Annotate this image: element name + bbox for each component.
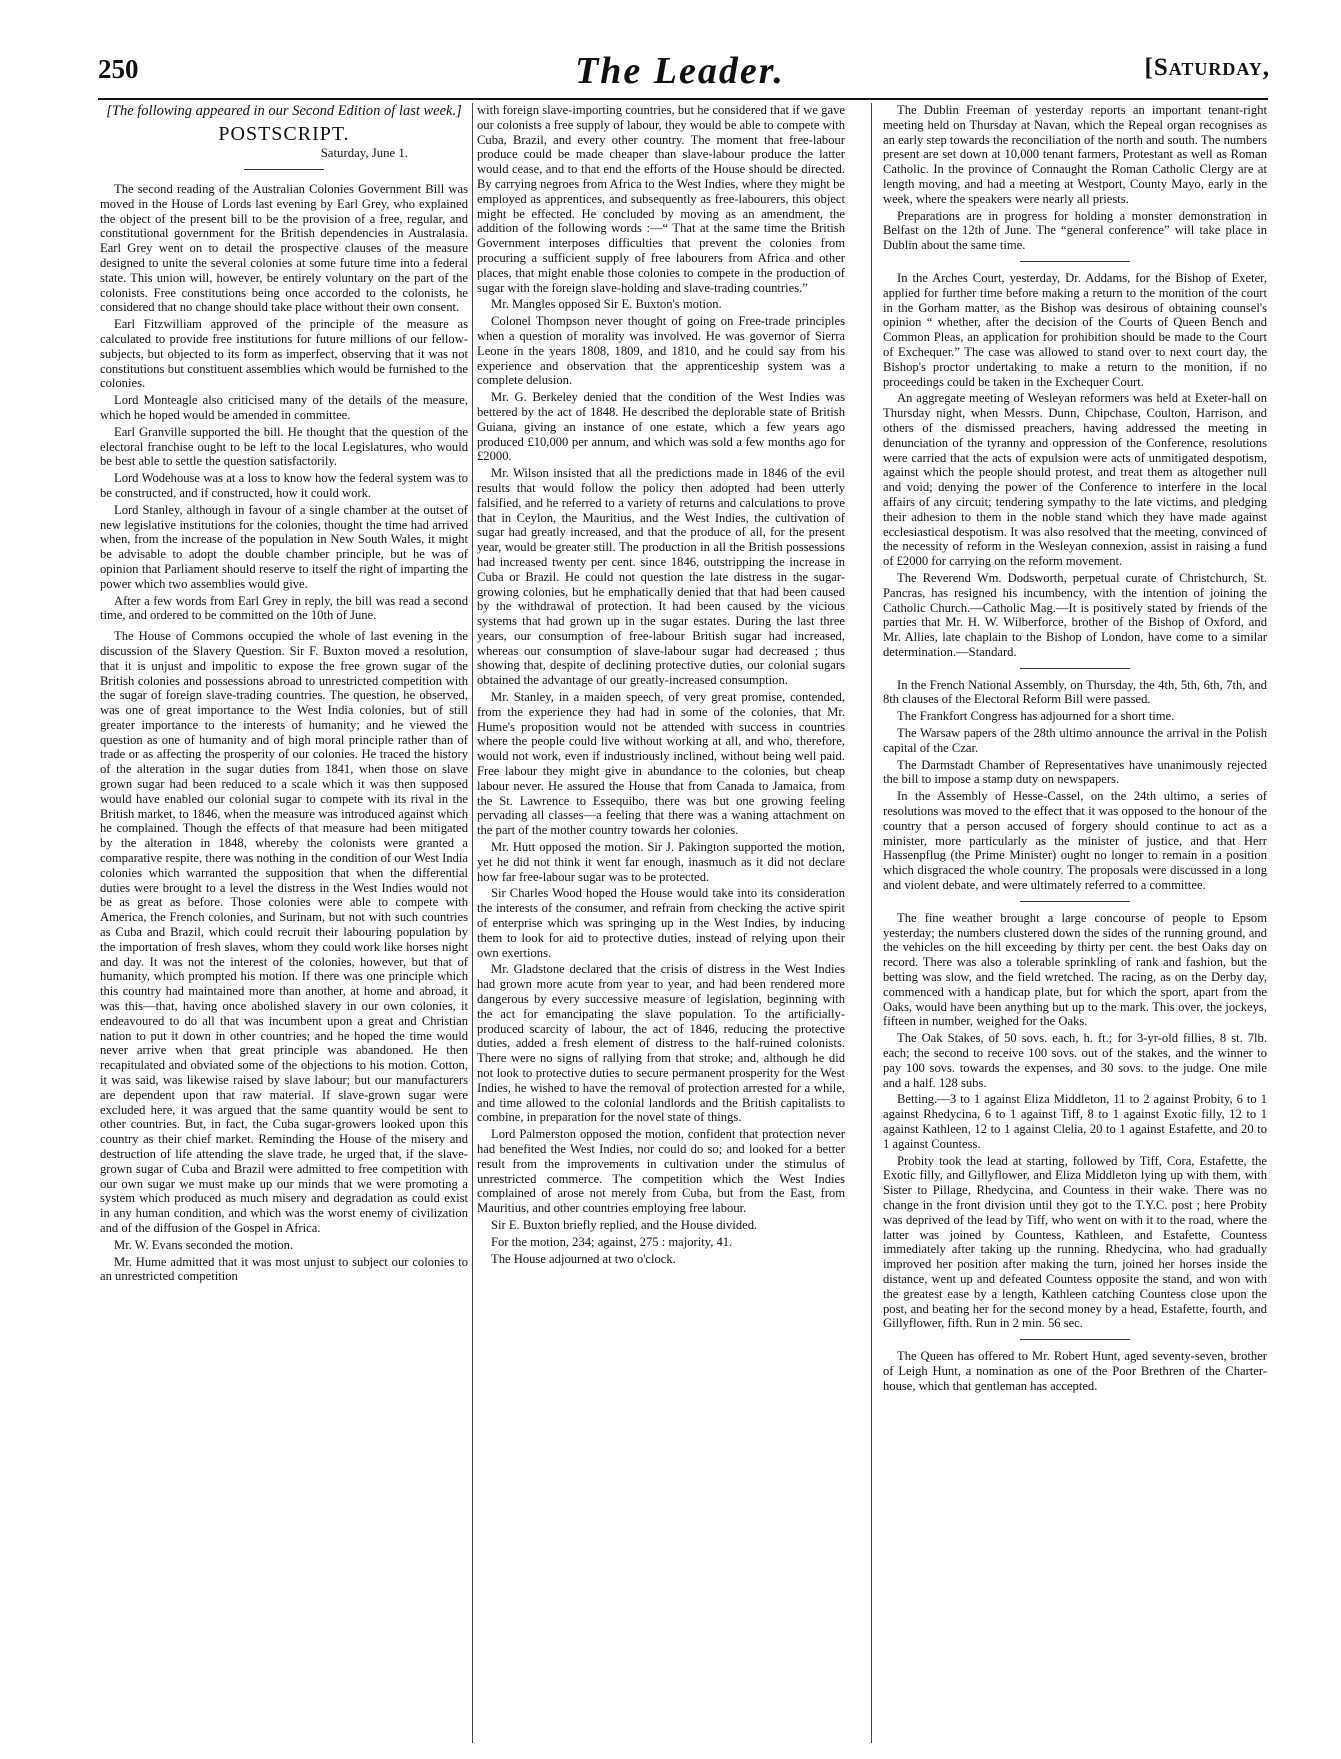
- postscript-date: Saturday, June 1.: [320, 146, 408, 160]
- paragraph: After a few words from Earl Grey in reply, the bill was read a second time, and ordered to be committed on the 10th of June.: [100, 593, 468, 623]
- paragraph: Lord Stanley, although in favour of a single chamber at the outset of new legislative institutions for the colonies, thought the time had arrived when, from the increase of the population in New South Wales, it might be advisable to adopt the double chamber principle, but he was of opinion that Parliament should reserve to itself the right of imparting the power which two assemblies would give.: [100, 502, 468, 591]
- paragraph: Mr. G. Berkeley denied that the condition of the West Indies was bettered by the act of 1848. He described the deplorable state of British Guiana, giving an instance of one estate, which a few years ago produced £10,000 per annum, and which was sold a few months ago for £2000.: [477, 390, 845, 464]
- section-rule: [1020, 1339, 1130, 1340]
- paragraph: Mr. Wilson insisted that all the predictions made in 1846 of the evil results that would follow the policy then adopted had been utterly falsified, and he referred to a variety of returns and calculations to prove that in Ceylon, the Mauritius, and the West Indies, the cultivation of sugar had greatly increased, and that the produce of all, for the present year, would be greater still. The production in all the British possessions had increased twenty per cent. since 1846, outstripping the increase in Cuba or Brazil. He could not question the late distress in the sugar-growing colonies, but he emphatically denied that that had been caused by the withdrawal of protection. It had been caused by the vicious systems that had grown up in the sugar estates. During the last three years, our consumption of free-labour British sugar had increased, whereas our consumption of slave-labour sugar had decreased ; thus showing that, despite of declining protective duties, our colonial sugars obtained the advantage of our greatly-increased consumption.: [477, 466, 845, 688]
- paragraph: The Warsaw papers of the 28th ultimo announce the arrival in the Polish capital of the Czar.: [883, 726, 1267, 755]
- column-divider-2: [871, 103, 872, 1743]
- masthead: [90, 52, 1270, 102]
- column-3: [883, 103, 1267, 1748]
- paragraph: Mr. Stanley, in a maiden speech, of very great promise, contended, from the experience they had had in some of the colonies, that Mr. Hume's proposition would not be attended with success in countries where the people could live without working at all, and who, therefore, would not work, even if industriously inclined, without being well paid. Free labour they might give in abundance to the colonies, but cheap labour never. He assured the House that from Canada to Jamaica, from the St. Lawrence to Essequibo, there was but one growing feeling pervading all classes—a feeling that there was a waning attachment on the part of the mother country towards her colonies.: [477, 690, 845, 838]
- header-rule: [98, 98, 1268, 100]
- paragraph: Lord Monteagle also criticised many of the details of the measure, which he hoped would be amended in committee.: [100, 393, 468, 422]
- column-divider-1: [472, 103, 473, 1743]
- column-2: [477, 103, 845, 1748]
- paragraph: Mr. Hume admitted that it was most unjust to subject our colonies to an unrestricted competition: [100, 1254, 468, 1284]
- paragraph: Mr. Gladstone declared that the crisis of distress in the West Indies had grown more acute from year to year, and had been rendered more dangerous by every successive measure of legislation, beginning with the act for emancipating the slave population. To the artificially-produced scarcity of labour, the act of 1846, reducing the protective duties, added a fresh element of distress to the half-ruined colonists. There were no signs of rallying from that stroke; and, although he did not look to protective duties to secure permanent prosperity for the West Indies, he wished to have the removal of protection arrested for a while, and time allowed to the colonial landlords and the British capitalists to combine, in preparation for the novel state of things.: [477, 962, 845, 1125]
- paragraph: The Queen has offered to Mr. Robert Hunt, aged seventy-seven, brother of Leigh Hunt, a nomination as one of the Poor Brethren of the Charter-house, which that gentleman has accepted.: [883, 1349, 1267, 1393]
- paragraph: Mr. W. Evans seconded the motion.: [114, 1237, 294, 1252]
- paragraph: For the motion, 234; against, 275 : majority, 41.: [491, 1234, 733, 1249]
- section-rule: [1020, 901, 1130, 902]
- paragraph: Mr. Hutt opposed the motion. Sir J. Pakington supported the motion, yet he did not think it went far enough, inasmuch as it did not declare how far free-labour sugar was to be protected.: [477, 840, 845, 884]
- paragraph: The House adjourned at two o'clock.: [491, 1251, 676, 1266]
- section-rule: [244, 169, 324, 170]
- paragraph: The House of Commons occupied the whole of last evening in the discussion of the Slavery Question. Sir F. Buxton moved a resolution, that it is unjust and impolitic to expose the free grown sugar of the British colonies and possessions abroad to unrestricted competition with the sugar of foreign slave-trading countries. The question, he observed, was one of great importance to the West India colonies, but of still greater importance to the interests of humanity; and he viewed the question as one of humanity and of high moral principle rather than of trade or as affecting the prosperity of our colonies. He traced the history of the alteration in the sugar duties from 1841, when those on slave grown sugar had been reduced to a scale which it was then supposed would have enabled our colonial sugar to compete with its rival in the British market, to 1846, when the measure was introduced against which he complained. Though the effects of that measure had been mitigated by the alteration in 1848, whereby the colonists were granted a comparative respite, there was nothing in the condition of our West India colonies which warranted the supposition that when the differential duties were brought to a level the distress in the West Indies would not be as great as before. Those colonies were able to compete with America, the French colonies, and Surinam, but not with such countries as Cuba and Brazil, which could recruit their labouring population by the importation of fresh slaves, whom they could work like horses night and day. It was not the interest of the colonies, however, but that of humanity, which prompted his motion. If there was one principle which this country had maintained more than another, at home and abroad, it was this—that, having once abolished slavery in our own colonies, it endeavoured to do all that was incumbent upon a great and Christian nation to put it down in other countries; and he hoped the time would never arrive when that great principle was abandoned. He then recapitulated and obviated some of the objections to his motion. Cotton, it was said, was likewise raised by slave labour; but our manufacturers are dependent upon that raw material. If slave-grown sugar were excluded here, it was argued that the same quantity would be sent to other countries. But, in fact, the Cuba sugar-growers looked upon this country as their chief market. Reminding the House of the misery and destruction of life attending the slave trade, he urged that, if the slave-grown sugar of Cuba and Brazil were admitted to free competition with our own sugar we must make up our minds that we were promoting a system which produced as much misery and degradation as could exist in any human condition, and which was the worst enemy of civilization and of the diffusion of the Gospel in Africa.: [100, 629, 468, 1235]
- paragraph: The Dublin Freeman of yesterday reports an important tenant-right meeting held on Thursday at Navan, which the Repeal organ recognises as an early step towards the reconciliation of the north and south. The numbers present are set down at 10,000 tenant farmers, Protestant as well as Roman Catholic. In the province of Connaught the Roman Catholic Clergy are at length moving, and had a meeting at Westport, County Mayo, early in the week, where the speakers were nearly all priests.: [883, 103, 1267, 206]
- paragraph: Earl Fitzwilliam approved of the principle of the measure as calculated to provide free institutions for future millions of our fellow-subjects, but objected to its form as imperfect, observing that it was not constitutions but constituent assemblies which would be furnished to the colonies.: [100, 317, 468, 391]
- paragraph: In the Assembly of Hesse-Cassel, on the 24th ultimo, a series of resolutions was moved to the effect that it was opposed to the honour of the country that a person accused of forgery should continue to act as a minister, more particularly as the minister of justice, and that Herr Hassenpflug (the Prime Minister) ought no longer to remain in a position which disgraced the whole country. The proposals were discussed in a long and violent debate, and were ultimately referred to a committee.: [883, 789, 1267, 893]
- paragraph: The Reverend Wm. Dodsworth, perpetual curate of Christchurch, St. Pancras, has resigned his incumbency, with the intention of joining the Catholic Church.—Catholic Mag.—It is positively stated by friends of the parties that Mr. H. W. Wilberforce, brother of the Bishop of Oxford, and Mr. Allies, late chaplain to the Bishop of London, have come to a similar determination.—Standard.: [883, 570, 1267, 659]
- paragraph: with foreign slave-importing countries, but he considered that if we gave our colonists a free supply of labour, they would be able to compete with Cuba, Brazil, and every other country. The moment that free-labour produce could be made cheaper than slave-labour produce the latter would cease, and to that end the efforts of the House should be directed. By carrying negroes from Africa to the West Indies, where they might be employed as apprentices, and subsequently as free-labourers, this object might be effected. He concluded by moving as an amendment, the addition of the following words :—“ That at the same time the British Government interposes difficulties that prevent the colonies from procuring a sufficient supply of free labourers from Africa and other places, that might enable those colonies to compete in the production of sugar with the foreign slave-holding and slave-trading countries.”: [477, 103, 845, 295]
- paragraph: Betting.—3 to 1 against Eliza Middleton, 11 to 2 against Probity, 6 to 1 against Rhedycina, 6 to 1 against Tiff, 8 to 1 against Exotic filly, 12 to 1 against Kathleen, 12 to 1 against Clelia, 20 to 1 against Estafette, and 20 to 1 against Countess.: [883, 1092, 1267, 1151]
- paragraph: In the Arches Court, yesterday, Dr. Addams, for the Bishop of Exeter, applied for further time before making a return to the monition of the court in the Gorham matter, as the Bishop was desirous of obtaining counsel's opinion “ whether, after the decision of the Courts of Queen Bench and Common Pleas, an application for prohibition should be made to the Court of Exchequer.” The case was allowed to stand over to next court day, the Bishop's proctor undertaking to make a return to the monition, if no proceedings could be taken in the Exchequer Court.: [883, 270, 1267, 389]
- column-1: [100, 103, 468, 1748]
- header-day: [Saturday,: [1144, 54, 1270, 81]
- paragraph: The Frankfort Congress has adjourned for a short time.: [897, 709, 1175, 724]
- paragraph: In the French National Assembly, on Thursday, the 4th, 5th, 6th, 7th, and 8th clauses of the Electoral Reform Bill were passed.: [883, 677, 1267, 707]
- page-number: 250: [98, 54, 139, 84]
- paragraph: The fine weather brought a large concourse of people to Epsom yesterday; the numbers clustered down the sides of the running ground, and the vehicles on the hill exceeding by thirty per cent. the best Oaks day on record. There was also a tolerable sprinkling of rank and fashion, but the betting was slow, and the field wretched. The racing, as on the Derby day, commenced with a handicap plate, but for which the sport, apart from the Oaks, would have been anything but up to the mark. This over, the jockeys, fifteen in number, weighed for the Oaks.: [883, 910, 1267, 1029]
- section-rule: [1020, 668, 1130, 669]
- paragraph: An aggregate meeting of Wesleyan reformers was held at Exeter-hall on Thursday night, when Messrs. Dunn, Chipchase, Coulton, Harrison, and others of the dismissed preachers, having addressed the meeting in denunciation of the tyranny and oppression of the Conference, resolutions were carried that the acts of expulsion were acts of unmitigated despotism, against which the people should protest, and treat them as altogether null and void; denying the power of the Conference to interfere in the local affairs of any circuit; tendering sympathy to the late victims, and pledging their adhesion to them in the noble stand which they have made against ecclesiastical despotism. It was also resolved that the meeting, convinced of the necessity of reform in the Wesleyan connexion, assist in raising a fund of £2000 for carrying on the reform movement.: [883, 391, 1267, 569]
- paragraph: Lord Palmerston opposed the motion, confident that protection never had benefited the West Indies, nor could do so; and looked for a better result from the improvements in cultivation under the stimulus of unrestricted commerce. The competition which the West Indies complained of arose not merely from Cuba, but from the East, from Mauritius, and other countries employing free labour.: [477, 1127, 845, 1216]
- paragraph: Probity took the lead at starting, followed by Tiff, Cora, Estafette, the Exotic filly, and Gillyflower, and Eliza Middleton lying up with them, with Sister to Pillage, Rhedycina, and Countess in their wake. There was no change in the front division until they got to the T.Y.C. post ; here Probity was deprived of the lead by Tiff, who went on with it to the road, where the latter was joined by Countess, Kathleen, and Estafette, Countess immediately after taking up the running. Rhedycina, who had gradually improved her position after making the turn, joined her horses inside the distance, went up and defeated Countess opposite the stand, and won with the greatest ease by a length, Kathleen catching Countess close upon the post, and beating her for the second money by a head, Estafette, fourth, and Gillyflower, fifth. Run in 2 min. 56 sec.: [883, 1153, 1267, 1331]
- section-rule: [1020, 261, 1130, 262]
- paragraph: The Darmstadt Chamber of Representatives have unanimously rejected the bill to impose a stamp duty on newspapers.: [883, 757, 1267, 787]
- paragraph: The Oak Stakes, of 50 sovs. each, h. ft.; for 3-yr-old fillies, 8 st. 7lb. each; the second to receive 100 sovs. out of the stakes, and the winner to pay 100 sovs. towards the expenses, and 30 sovs. to the judge. One mile and a half. 128 subs.: [883, 1031, 1267, 1090]
- edition-note: [The following appeared in our Second Edition of last week.]: [106, 103, 462, 119]
- paragraph: Lord Wodehouse was at a loss to know how the federal system was to be constructed, and if constructed, how it could work.: [100, 471, 468, 500]
- paragraph: Preparations are in progress for holding a monster demonstration in Belfast on the 12th of June. The “general conference” will take place in Dublin about the same time.: [883, 208, 1267, 253]
- paragraph: Sir E. Buxton briefly replied, and the House divided.: [491, 1217, 758, 1232]
- postscript-heading: POSTSCRIPT.: [218, 123, 350, 145]
- paragraph: Sir Charles Wood hoped the House would take into its consideration the interests of the consumer, and refrain from checking the active spirit of enterprise which was springing up in the West Indies, by inducing them to look for aid to protective duties, instead of relying upon their own exertions.: [477, 886, 845, 960]
- newspaper-title: The Leader.: [575, 50, 785, 92]
- paragraph: Colonel Thompson never thought of going on Free-trade principles when a question of morality was involved. He was governor of Sierra Leone in the years 1808, 1809, and 1810, and he could say from his experience and observation that the apprenticeship system was a complete delusion.: [477, 314, 845, 388]
- paragraph: Mr. Mangles opposed Sir E. Buxton's motion.: [491, 297, 722, 312]
- paragraph: The second reading of the Australian Colonies Government Bill was moved in the House of Lords last evening by Earl Grey, who explained the object of the present bill to be the provision of a free, regular, and constitutional government for the British dependencies in Australasia. Earl Grey went on to detail the prospective clauses of the measure designed to unite the several colonies at some future time into a federal state. This union will, however, be entirely voluntary on the part of the colonists. Free constitutions being once accorded to the colonists, he considered that no change should take place without their own consent.: [100, 182, 468, 315]
- paragraph: Earl Granville supported the bill. He thought that the question of the electoral franchise ought to be left to the local Legislatures, who would be best able to settle the question satisfactorily.: [100, 424, 468, 469]
